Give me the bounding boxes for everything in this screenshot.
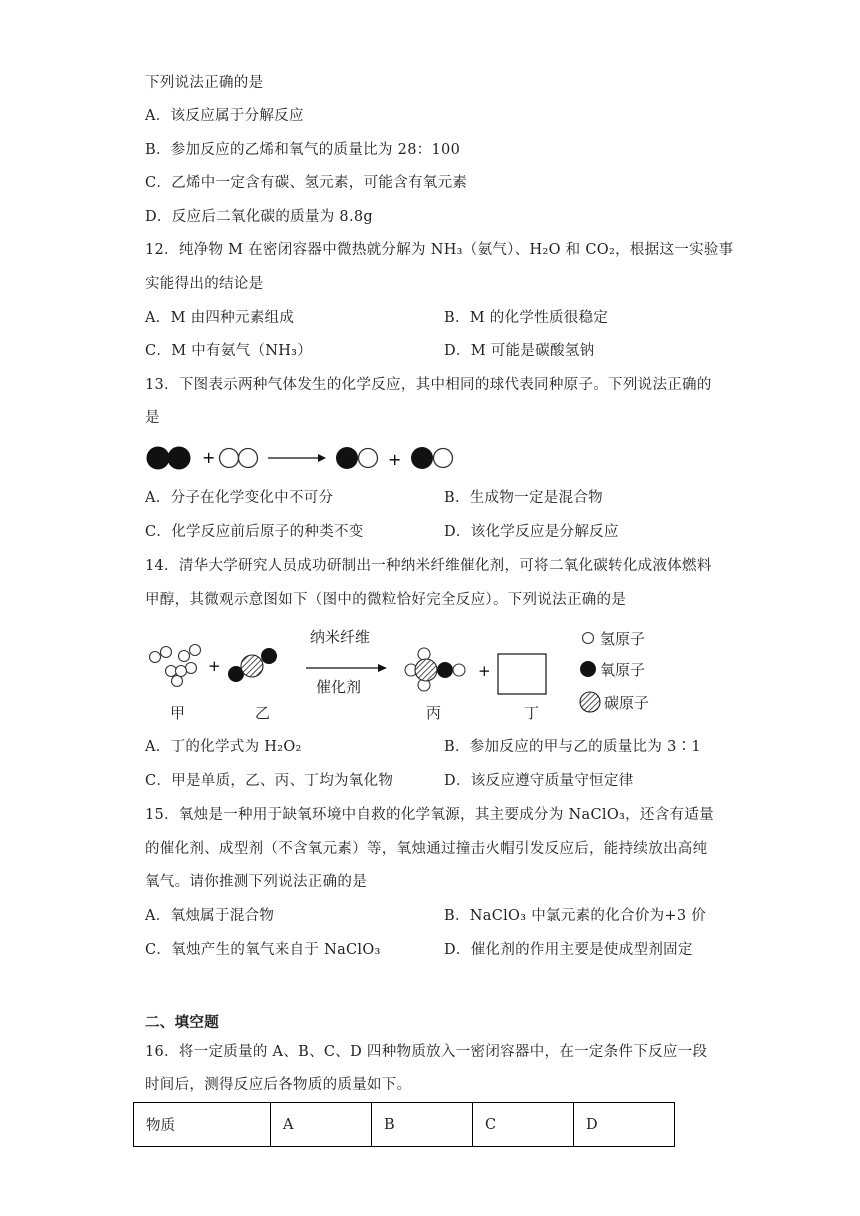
unknown-product-box xyxy=(498,654,546,694)
q15-option-a: A．氧烛属于混合物 xyxy=(145,908,275,924)
q14-stem-line2: 甲醇，其微观示意图如下（图中的微粒恰好完全反应）。下列说法正确的是 xyxy=(145,592,627,608)
black-atom xyxy=(168,447,190,469)
label-bing: 丙 xyxy=(426,704,442,722)
q11-option-c: C．乙烯中一定含有碳、氢元素，可能含有氧元素 xyxy=(145,175,468,191)
white-atom xyxy=(359,449,378,468)
black-atom xyxy=(411,447,433,469)
q15-stem-line3: 氧气。请你推测下列说法正确的是 xyxy=(145,874,367,890)
q15-stem-line1: 15．氧烛是一种用于缺氧环境中自救的化学氧源，其主要成分为 NaClO₃，还含有适量 xyxy=(145,807,714,823)
carbon-legend-icon xyxy=(580,692,600,712)
q12-option-d: D．M 可能是碳酸氢钠 xyxy=(444,343,595,359)
white-atom xyxy=(239,449,258,468)
q14-option-b: B．参加反应的甲与乙的质量比为 3∶1 xyxy=(444,739,701,755)
white-atom xyxy=(434,449,453,468)
white-atom xyxy=(220,449,239,468)
section-heading: 二、填空题 xyxy=(145,1014,219,1031)
label-ding: 丁 xyxy=(524,704,540,722)
q11-option-a: A．该反应属于分解反应 xyxy=(145,108,304,124)
q14-stem-line1: 14．清华大学研究人员成功研制出一种纳米纤维催化剂，可将二氧化碳转化成液体燃料 xyxy=(145,558,712,574)
q13-option-b: B．生成物一定是混合物 xyxy=(444,490,603,506)
table-header-cell: C xyxy=(473,1103,574,1147)
legend-hydrogen-label: 氢原子 xyxy=(600,630,646,648)
q16-stem-line2: 时间后，测得反应后各物质的质量如下。 xyxy=(145,1077,412,1093)
q12-stem-line1: 12．纯净物 M 在密闭容器中微热就分解为 NH₃（氨气）、H₂O 和 CO₂，根据这一实验事 xyxy=(145,242,734,258)
q11-stem: 下列说法正确的是 xyxy=(145,75,264,91)
q14-micro-diagram xyxy=(140,622,700,726)
q14-option-d: D．该反应遵守质量守恒定律 xyxy=(444,773,634,789)
black-atom xyxy=(147,447,169,469)
q13-stem-line2: 是 xyxy=(145,410,160,426)
plus-sign: + xyxy=(202,448,216,467)
q13-option-c: C．化学反应前后原子的种类不变 xyxy=(145,524,364,540)
catalyst-label-bottom: 催化剂 xyxy=(316,678,362,696)
plus-sign: + xyxy=(208,657,221,675)
q11-option-d: D．反应后二氧化碳的质量为 8.8g xyxy=(145,209,373,225)
oxygen-legend-icon xyxy=(580,661,596,677)
q12-stem-line2: 实能得出的结论是 xyxy=(145,276,264,292)
plus-sign: + xyxy=(388,450,402,469)
q15-option-c: C．氧烛产生的氧气来自于 NaClO₃ xyxy=(145,942,381,958)
q14-option-c: C．甲是单质，乙、丙、丁均为氧化物 xyxy=(145,773,394,789)
q15-option-b: B．NaClO₃ 中氯元素的化合价为+3 价 xyxy=(444,908,707,924)
table-header-cell: A xyxy=(271,1103,372,1147)
q13-stem-line1: 13．下图表示两种气体发生的化学反应，其中相同的球代表同种原子。下列说法正确的 xyxy=(145,377,712,393)
methanol-molecule xyxy=(405,648,465,691)
q13-reaction-diagram xyxy=(140,440,470,480)
q12-option-a: A．M 由四种元素组成 xyxy=(145,310,295,326)
q16-stem-line1: 16．将一定质量的 A、B、C、D 四种物质放入一密闭容器中，在一定条件下反应一段 xyxy=(145,1044,708,1060)
q14-option-a: A．丁的化学式为 H₂O₂ xyxy=(145,739,302,755)
h2-molecules xyxy=(150,645,201,687)
arrow-head xyxy=(318,454,326,462)
q12-option-b: B．M 的化学性质很稳定 xyxy=(444,310,609,326)
q12-option-c: C．M 中有氨气（NH₃） xyxy=(145,343,313,359)
q15-stem-line2: 的催化剂、成型剂（不含氧元素）等，氧烛通过撞击火帽引发反应后，能持续放出高纯 xyxy=(145,841,708,857)
catalyst-label-top: 纳米纤维 xyxy=(310,628,371,646)
q11-option-b: B．参加反应的乙烯和氧气的质量比为 28：100 xyxy=(145,142,461,158)
co2-molecule xyxy=(228,648,277,682)
table-header-cell: 物质 xyxy=(134,1103,271,1147)
q15-option-d: D．催化剂的作用主要是使成型剂固定 xyxy=(444,942,693,958)
q13-option-d: D．该化学反应是分解反应 xyxy=(444,524,619,540)
table-header-cell: B xyxy=(372,1103,473,1147)
plus-sign: + xyxy=(478,662,491,680)
q16-table xyxy=(133,1102,675,1147)
arrow-head xyxy=(378,664,387,672)
label-jia: 甲 xyxy=(170,704,186,722)
black-atom xyxy=(336,447,358,469)
legend-oxygen-label: 氧原子 xyxy=(600,661,646,679)
legend-carbon-label: 碳原子 xyxy=(604,694,650,712)
hydrogen-legend-icon xyxy=(583,633,594,644)
q13-option-a: A．分子在化学变化中不可分 xyxy=(145,490,334,506)
table-row xyxy=(134,1103,675,1147)
label-yi: 乙 xyxy=(255,704,271,722)
table-header-cell: D xyxy=(574,1103,675,1147)
